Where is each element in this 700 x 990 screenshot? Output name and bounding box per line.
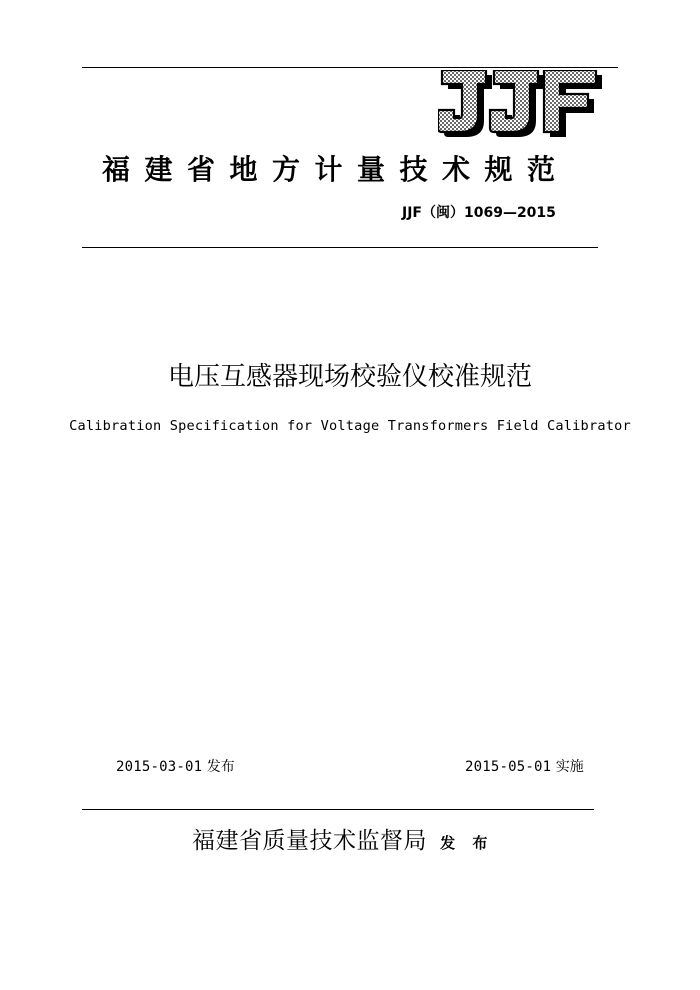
top-rule xyxy=(82,67,618,68)
logo-letter-f xyxy=(544,70,596,132)
implementation-label: 实施 xyxy=(555,759,584,775)
implementation-date: 2015-05-01 xyxy=(465,759,552,775)
document-number: JJF（闽）1069—2015 xyxy=(402,205,556,221)
publisher-name: 福建省质量技术监督局 xyxy=(192,828,427,854)
issue-date: 2015-03-01 xyxy=(116,759,203,775)
issue-label: 发布 xyxy=(206,759,235,775)
series-title: 福建省地方计量技术规范 xyxy=(102,153,570,186)
footer-rule xyxy=(82,809,594,810)
publisher-line xyxy=(192,823,493,861)
document-title-chinese: 电压互感器现场校验仪校准规范 xyxy=(167,362,532,392)
issue-date-line xyxy=(116,757,235,777)
document-title-english: Calibration Specification for Voltage Transformers Field Calibrator xyxy=(69,418,631,434)
implementation-date-line xyxy=(465,757,584,777)
jjf-logo xyxy=(438,70,606,140)
publisher-suffix: 发 布 xyxy=(440,834,494,852)
header-rule xyxy=(82,247,598,248)
